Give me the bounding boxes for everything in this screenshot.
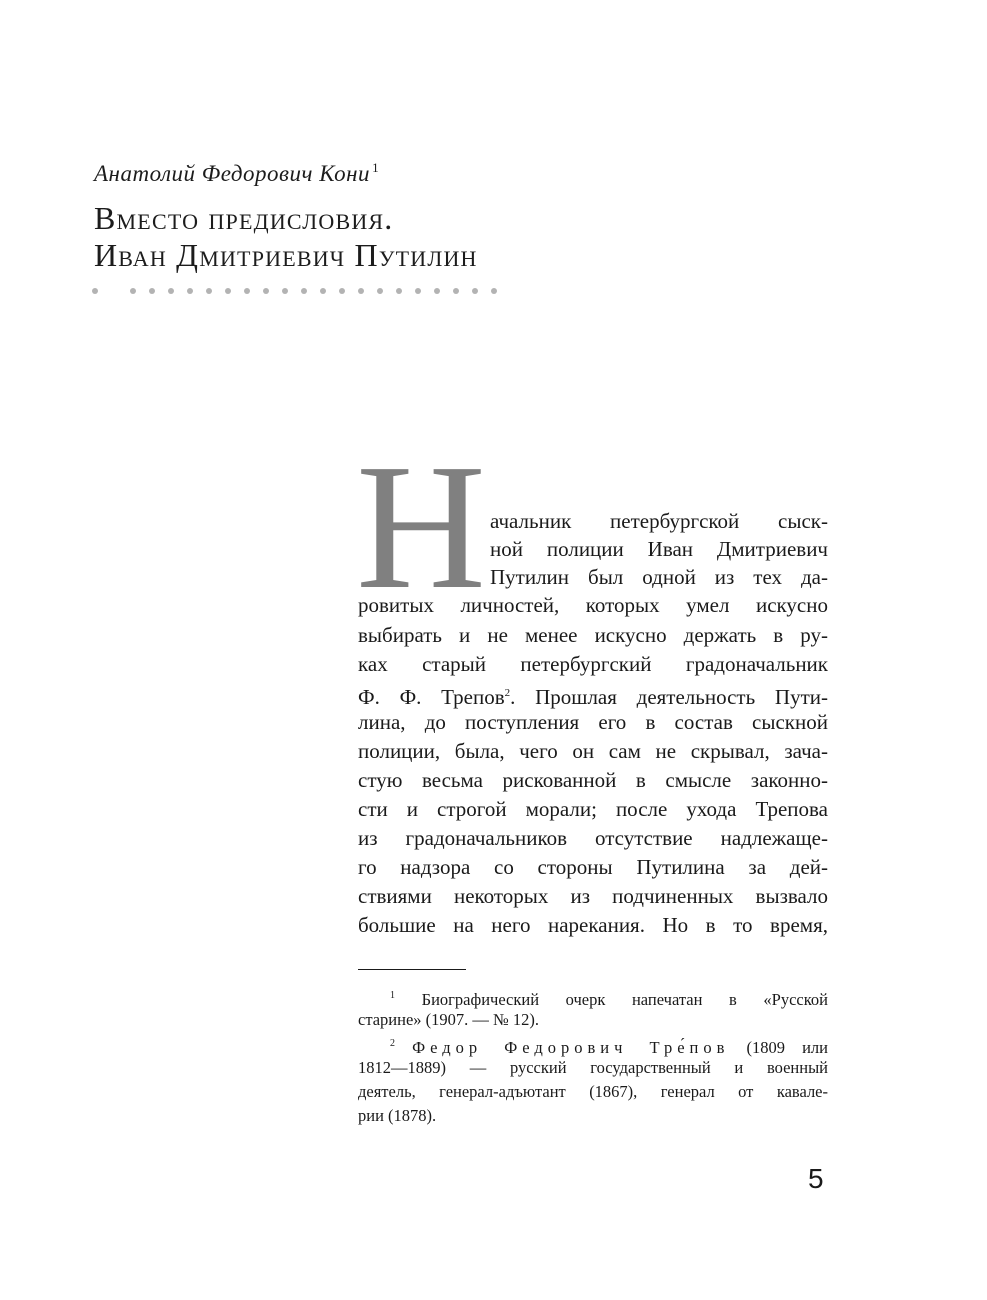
footnote-2-line: [358, 1032, 828, 1056]
footnote-1-text: Биографический очерк напечатан в «Русской: [421, 990, 828, 1009]
footnote-1-marker: 1: [390, 990, 395, 1001]
footnote-ref-1[interactable]: 1: [372, 160, 380, 175]
body-line: лина, до поступления его в состав сыскной: [358, 710, 828, 734]
body-line: полиции, была, чего он сам не скрывал, зача-: [358, 739, 828, 763]
chapter-title: [94, 200, 478, 274]
footnote-2-marker: 2: [390, 1038, 395, 1049]
footnote-1-line: старине» (1907. — № 12).: [358, 1010, 540, 1029]
footnote-1-line: [358, 984, 828, 1008]
body-line: го надзора со стороны Путилина за дей-: [358, 855, 828, 879]
body-line: выбирать и не менее искусно держать в ру-: [358, 623, 828, 647]
drop-cap-letter: Н: [356, 427, 486, 626]
body-line: стую весьма рискованной в смысле законно-: [358, 768, 828, 792]
body-line-text: . Прошлая деятельность Пути-: [510, 685, 828, 709]
footnote-separator: [358, 969, 466, 970]
body-line: [358, 680, 828, 709]
body-line: ной полиции Иван Дмитриевич: [490, 537, 828, 561]
body-line: ствиями некоторых из подчиненных вызвало: [358, 884, 828, 908]
footnote-2-text: (1809 или: [746, 1038, 828, 1057]
body-line: Путилин был одной из тех да-: [490, 565, 828, 589]
author-name-text: Анатолий Федорович Кони: [94, 161, 371, 186]
chapter-title-line-2: Иван Дмитриевич Путилин: [94, 237, 478, 273]
body-line: из градоначальников отсутствие надлежаще-: [358, 826, 828, 850]
footnote-2-line: 1812—1889) — русский государственный и военный: [358, 1058, 828, 1077]
footnote-2-line: рии (1878).: [358, 1106, 437, 1125]
body-line: ках старый петербургский градоначальник: [358, 652, 828, 676]
page-number: 5: [808, 1163, 824, 1194]
footnote-2-line: деятель, генерал-адъютант (1867), генерал от кавале-: [358, 1082, 828, 1101]
footnote-2-person-name: Федор Федорович Тре́пов: [412, 1038, 730, 1057]
body-line: ровитых личностей, которых умел искусно: [358, 593, 828, 617]
body-line: ачальник петербургской сыск-: [490, 509, 828, 533]
body-line: сти и строгой морали; после ухода Трепова: [358, 797, 828, 821]
decorative-dot-divider: [92, 288, 512, 298]
author-name: [94, 160, 379, 187]
body-line: большие на него нарекания. Но в то время,: [358, 913, 828, 937]
footnote-ref-2[interactable]: 2: [504, 687, 511, 699]
chapter-title-line-1: Вместо предисловия.: [94, 200, 394, 236]
body-line-text: Ф. Ф. Трепов: [358, 685, 505, 709]
